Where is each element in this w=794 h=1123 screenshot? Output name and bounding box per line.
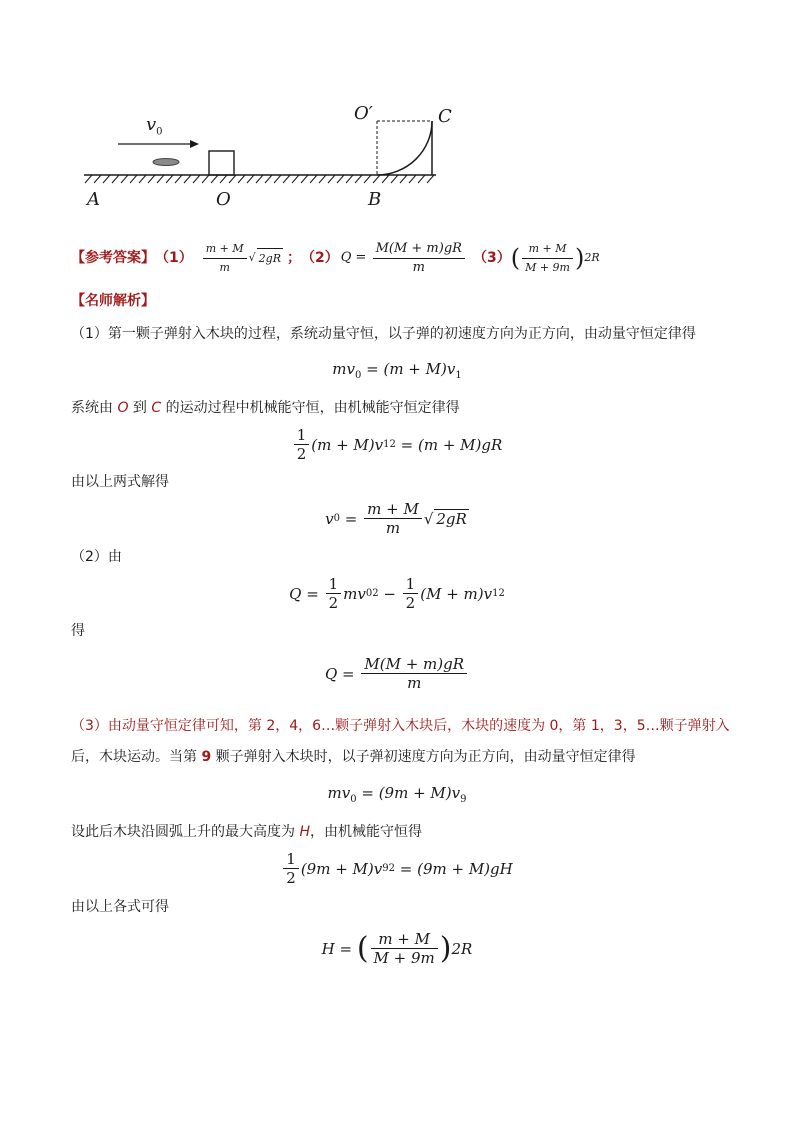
analysis-line-4: （2）由 [71,549,122,565]
answer-heading: 【参考答案】 [71,250,155,266]
analysis-heading: 【名师解析】 [71,293,155,309]
answer-formula-2: Q = $\frac{M(M + m)gR}{m}$ [341,240,467,277]
line6b-num: 9 [201,749,212,765]
physics-diagram [80,100,460,215]
analysis-line-1: （1）第一颗子弹射入木块的过程，系统动量守恒，以子弹的初速度方向为正方向，由动量守恒定律得 [71,326,696,342]
line2-a: 系统由 [71,400,118,416]
label-A: A [87,189,100,210]
answer-line [71,242,600,274]
line7-a: 设此后木块沿圆弧上升的最大高度为 [71,824,300,840]
answer-formula-3: ( $\frac{m + M}{M + 9m}$ ) 2R [510,241,600,274]
line7-b: ，由机械能守恒得 [309,824,422,840]
quarter-arc [377,121,432,175]
label-O: O [216,189,231,210]
answer-formula-1: $\frac{m + M}{m}$ √ 2gR [201,240,283,277]
equation-H-result: H = ( $\frac{m + M}{M + 9m}$ ) 2R [321,930,473,967]
equation-momentum-9: $mv_0 = (9m + M)v_9$ [327,784,467,805]
line6b-a: 后，木块运动。当第 [71,749,202,765]
analysis-line-3: 由以上两式解得 [71,474,169,490]
label-v0 [146,114,163,138]
analysis-line-8: 由以上各式可得 [71,899,169,915]
equation-momentum-1: $mv_0 = (m + M)v_1$ [332,360,462,381]
label-B: B [368,189,382,210]
equation-heat-result: Q = $\frac{M(M + m)gR}{m}$ [0,655,794,692]
line2-c: 的运动过程中机械能守恒，由机械能守恒定律得 [161,400,460,416]
label-C: C [438,106,452,127]
label-v0-sub: 0 [156,126,163,138]
line6b-rest: 颗子弹射入木块时，以子弹初速度方向为正方向，由动量守恒定律得 [211,749,636,765]
line2-b: 到 [128,400,152,416]
equation-heat-1: Q = $\frac{1}{2}$ mv 0 2 − $\frac{1}{2}$ (M + m)v 1 2 [289,575,505,612]
line2-point-C: C [151,400,162,416]
analysis-line-7 [71,822,422,842]
label-O-prime: O′ [354,103,373,124]
equation-energy-1: $\frac{1}{2}$ (m + M)v 1 2 = (m + M)gR [0,426,794,463]
analysis-line-2 [71,398,460,418]
equation-energy-9: $\frac{1}{2}$ (9m + M)v 9 2 = (9m + M)gH [0,850,794,887]
line7-H: H [299,824,310,840]
analysis-line-6a: （3）由动量守恒定律可知，第 2，4，6…颗子弹射入木块后，木块的速度为 0，第 1，3，5…颗子弹射入 [71,718,730,734]
answer-part1-label: （1） [155,250,193,266]
line2-point-O: O [117,400,129,416]
answer-part2-label: （2） [301,250,339,266]
ground-hatching [85,175,434,183]
answer-separator: ； [287,250,301,266]
bullet [153,159,179,166]
answer-part3-label: （3） [472,250,511,266]
wood-block [209,151,234,175]
analysis-line-6b [71,747,636,767]
velocity-arrowhead [190,140,199,148]
equation-v0-result: v 0 = $\frac{m + M}{m}$ √ 2gR [325,500,467,537]
label-v0-main: v [146,114,157,135]
analysis-line-5: 得 [71,623,85,639]
